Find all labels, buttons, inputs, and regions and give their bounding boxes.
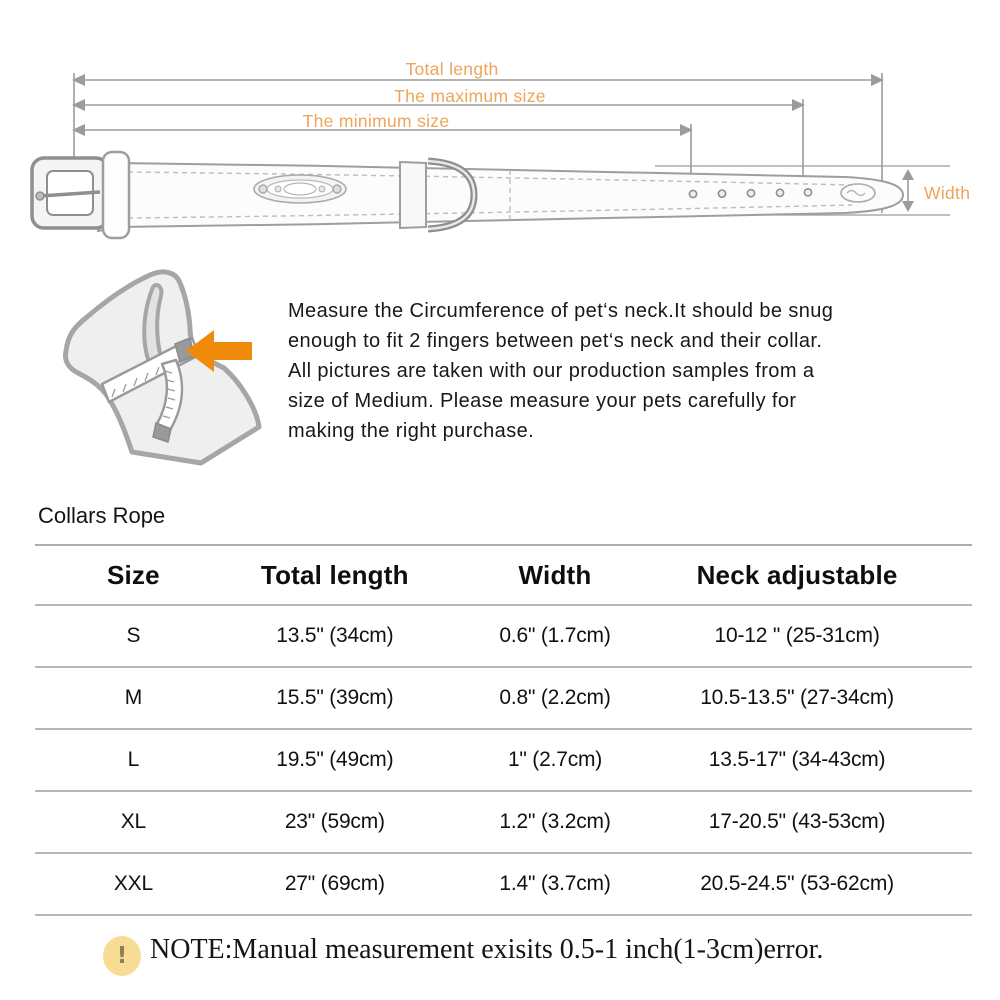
exclamation-glyph: !	[116, 943, 128, 969]
measuring-instructions	[288, 296, 968, 446]
length-cell: 27" (69cm)	[284, 872, 385, 895]
size-cell: XXL	[113, 872, 153, 895]
exclamation-icon	[103, 936, 141, 976]
dog-measuring-illustration	[52, 256, 262, 466]
length-cell: 15.5" (39cm)	[276, 686, 394, 709]
size-cell: M	[124, 686, 143, 709]
neck-cell: 10-12 " (25-31cm)	[714, 624, 880, 647]
table-row	[35, 730, 972, 792]
length-cell: 23" (59cm)	[284, 810, 385, 833]
table-row	[35, 606, 972, 668]
table-row	[35, 668, 972, 730]
instruction-line: All pictures are taken with our production samples from a	[288, 360, 815, 382]
col-header-size: Size	[106, 559, 160, 590]
width-label: Width	[924, 183, 971, 203]
width-cell: 1" (2.7cm)	[507, 748, 603, 771]
size-table	[35, 544, 972, 916]
neck-cell: 13.5-17" (34-43cm)	[708, 748, 886, 771]
collar-diagram	[0, 0, 1000, 252]
instruction-line: enough to fit 2 fingers between pet‘s neck and their collar.	[288, 330, 823, 352]
size-cell: XL	[120, 810, 147, 833]
length-cell: 19.5" (49cm)	[276, 748, 394, 771]
width-cell: 1.4" (3.7cm)	[499, 872, 611, 895]
neck-cell: 20.5-24.5" (53-62cm)	[700, 872, 894, 895]
width-cell: 1.2" (3.2cm)	[499, 810, 611, 833]
table-row	[35, 792, 972, 854]
instruction-line: making the right purchase.	[288, 420, 535, 442]
table-header-row	[35, 546, 972, 606]
width-cell: 0.6" (1.7cm)	[499, 624, 611, 647]
col-header-width: Width	[518, 559, 592, 590]
length-cell: 13.5" (34cm)	[276, 624, 394, 647]
table-row	[35, 854, 972, 916]
instruction-line: size of Medium. Please measure your pets carefully for	[288, 390, 797, 412]
size-cell: L	[127, 748, 140, 771]
width-cell: 0.8" (2.2cm)	[499, 686, 611, 709]
col-header-total-length: Total length	[260, 559, 409, 590]
instruction-line: Measure the Circumference of pet‘s neck.It should be snug	[288, 300, 834, 322]
note-text: NOTE:Manual measurement exisits 0.5-1 inch(1-3cm)error.	[150, 934, 824, 965]
col-header-neck-adjustable: Neck adjustable	[696, 559, 898, 590]
neck-cell: 17-20.5" (43-53cm)	[708, 810, 886, 833]
maximum-size-label: The maximum size	[394, 86, 546, 106]
neck-cell: 10.5-13.5" (27-34cm)	[700, 686, 894, 709]
size-cell: S	[126, 624, 141, 647]
total-length-label: Total length	[405, 59, 499, 79]
table-title: Collars Rope	[38, 503, 166, 528]
minimum-size-label: The minimum size	[302, 111, 450, 131]
